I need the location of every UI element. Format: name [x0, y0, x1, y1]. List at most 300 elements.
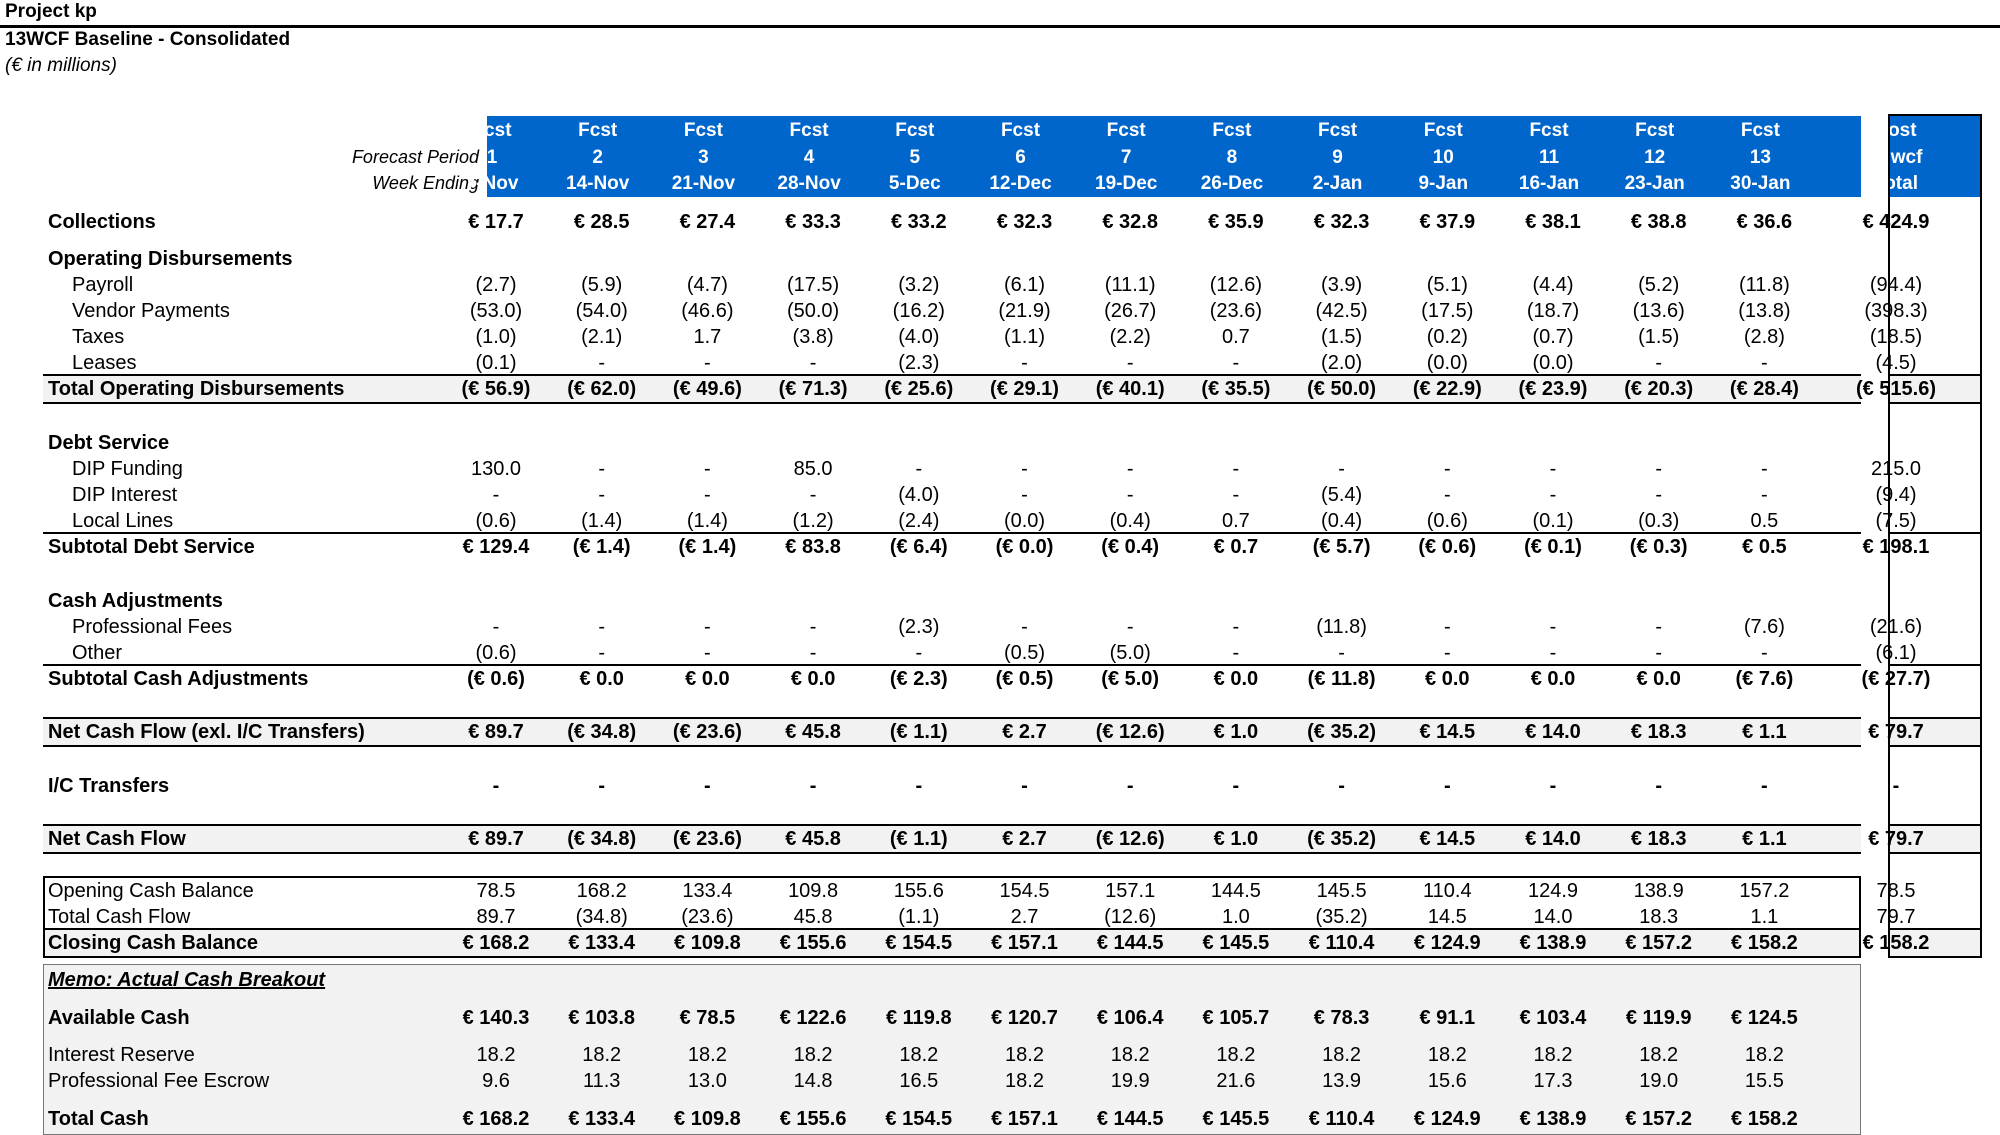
dip-funding-week-6: - — [1021, 458, 1028, 480]
closing-week-7: € 144.5 — [1096, 932, 1164, 954]
local-lines-week-10: (0.6) — [1426, 510, 1468, 532]
dip-funding-week-3: - — [704, 458, 711, 480]
leases-week-11: (0.0) — [1532, 352, 1574, 374]
sub-debt-week-8: € 0.7 — [1213, 536, 1259, 558]
sub-cash-adj-week-10: € 0.0 — [1425, 668, 1470, 690]
row-label-vendor: Vendor Payments — [72, 300, 230, 322]
total-op-week-13: (€ 28.4) — [1729, 378, 1799, 400]
collections-week-4: € 33.3 — [785, 211, 841, 233]
closing-week-6: € 157.1 — [991, 932, 1058, 954]
interest-reserve-week-8: 18.2 — [1216, 1044, 1256, 1066]
sub-cash-adj-week-9: (€ 11.8) — [1307, 668, 1376, 690]
total-op-week-7: (€ 40.1) — [1095, 378, 1165, 400]
total-cash-week-7: € 144.5 — [1096, 1108, 1164, 1130]
closing-week-3: € 109.8 — [674, 932, 741, 954]
prof-fees-week-4: - — [809, 616, 817, 638]
dip-funding-week-8: - — [1232, 458, 1240, 480]
taxes-week-8: 0.7 — [1221, 326, 1250, 348]
row-label-closing: Closing Cash Balance — [48, 932, 259, 954]
total-cf-total: 79.7 — [1876, 906, 1916, 928]
sub-debt-week-10: (€ 0.6) — [1418, 536, 1477, 558]
closing-total: € 158.2 — [1862, 932, 1930, 954]
closing-week-2: € 133.4 — [568, 932, 636, 954]
dip-funding-week-11: - — [1549, 458, 1557, 480]
fee-escrow-week-5: 16.5 — [899, 1070, 939, 1092]
row-label-other: Other — [72, 642, 123, 664]
collections-week-8: € 35.9 — [1208, 211, 1264, 233]
ncf-total: € 79.7 — [1868, 828, 1924, 850]
header-period-11: 11 — [1538, 147, 1560, 168]
ic-transfers-week-8: - — [1232, 775, 1240, 797]
other-week-11: - — [1549, 642, 1557, 664]
header-type-13: Fcst — [1740, 120, 1780, 141]
opening-week-3: 133.4 — [682, 880, 733, 902]
header-type-12: Fcst — [1635, 120, 1675, 141]
sub-cash-adj-week-7: (€ 5.0) — [1101, 668, 1160, 690]
header-period-7: 7 — [1120, 147, 1132, 168]
other-week-2: - — [598, 642, 606, 664]
row-label-total-cf: Total Cash Flow — [48, 906, 191, 928]
leases-week-7: - — [1126, 352, 1134, 374]
dip-funding-week-13: - — [1761, 458, 1768, 480]
other-week-4: - — [809, 642, 817, 664]
prof-fees-week-1: - — [492, 616, 500, 638]
ncf-excl-week-1: € 89.7 — [468, 721, 524, 743]
dip-funding-week-2: - — [598, 458, 606, 480]
other-week-9: - — [1338, 642, 1345, 664]
total-op-total: (€ 515.6) — [1855, 378, 1937, 400]
ic-transfers-week-2: - — [598, 775, 606, 797]
ic-transfers-week-7: - — [1126, 775, 1134, 797]
opening-week-5: 155.6 — [893, 880, 944, 902]
dip-interest-week-3: - — [704, 484, 711, 506]
vendor-week-11: (18.7) — [1526, 300, 1580, 322]
ncf-excl-week-4: € 45.8 — [785, 721, 841, 743]
ncf-excl-week-5: (€ 1.1) — [889, 721, 948, 743]
prof-fees-total: (21.6) — [1869, 616, 1923, 638]
local-lines-week-9: (0.4) — [1321, 510, 1363, 532]
ic-transfers-week-11: - — [1549, 775, 1557, 797]
leases-week-8: - — [1232, 352, 1240, 374]
row-label-opening: Opening Cash Balance — [48, 880, 254, 902]
sub-cash-adj-week-5: (€ 2.3) — [889, 668, 948, 690]
available-week-8: € 105.7 — [1202, 1007, 1270, 1029]
row-label-op-header: Operating Disbursements — [48, 248, 293, 270]
prof-fees-week-7: - — [1126, 616, 1134, 638]
collections-week-11: € 38.1 — [1525, 211, 1581, 233]
header-week-7: 19-Dec — [1095, 173, 1158, 194]
leases-week-3: - — [704, 352, 711, 374]
vendor-total: (398.3) — [1864, 300, 1928, 322]
local-lines-week-1: (0.6) — [475, 510, 517, 532]
header-week-2: 14-Nov — [566, 173, 630, 194]
fee-escrow-week-9: 13.9 — [1322, 1070, 1362, 1092]
row-label-debt-header: Debt Service — [48, 432, 170, 454]
collections-week-2: € 28.5 — [573, 211, 630, 233]
payroll-week-10: (5.1) — [1426, 274, 1468, 296]
interest-reserve-week-1: 18.2 — [476, 1044, 516, 1066]
total-op-week-11: (€ 23.9) — [1518, 378, 1588, 400]
dip-interest-week-11: - — [1549, 484, 1557, 506]
ncf-week-13: € 1.1 — [1742, 828, 1787, 850]
header-week-10: 9-Jan — [1418, 173, 1469, 194]
total-cash-week-12: € 157.2 — [1625, 1108, 1693, 1130]
opening-total: 78.5 — [1876, 880, 1916, 902]
ic-transfers-total: - — [1892, 775, 1900, 797]
vendor-week-13: (13.8) — [1738, 300, 1791, 322]
interest-reserve-week-5: 18.2 — [899, 1044, 939, 1066]
ncf-week-10: € 14.5 — [1419, 828, 1476, 850]
dip-funding-week-10: - — [1443, 458, 1451, 480]
ic-transfers-week-13: - — [1761, 775, 1768, 797]
fee-escrow-week-3: 13.0 — [687, 1070, 727, 1092]
payroll-week-9: (3.9) — [1321, 274, 1363, 296]
collections-week-5: € 33.2 — [890, 211, 947, 233]
vendor-week-6: (21.9) — [998, 300, 1051, 322]
local-lines-week-11: (0.1) — [1532, 510, 1574, 532]
header-type-2: Fcst — [578, 120, 618, 141]
fee-escrow-week-7: 19.9 — [1110, 1070, 1150, 1092]
closing-week-1: € 168.2 — [462, 932, 530, 954]
opening-week-4: 109.8 — [788, 880, 839, 902]
ncf-week-9: (€ 35.2) — [1307, 828, 1377, 850]
ncf-excl-week-2: (€ 34.8) — [567, 721, 637, 743]
prof-fees-week-3: - — [704, 616, 711, 638]
ncf-excl-total: € 79.7 — [1868, 721, 1924, 743]
total-op-week-10: (€ 22.9) — [1412, 378, 1482, 400]
interest-reserve-week-7: 18.2 — [1110, 1044, 1150, 1066]
row-label-total-cash: Total Cash — [48, 1108, 149, 1130]
leases-week-10: (0.0) — [1426, 352, 1468, 374]
fee-escrow-week-1: 9.6 — [482, 1070, 510, 1092]
header-period-4: 4 — [803, 147, 815, 168]
ncf-week-2: (€ 34.8) — [567, 828, 637, 850]
total-cash-week-3: € 109.8 — [674, 1108, 741, 1130]
header-period-9: 9 — [1332, 147, 1343, 168]
total-cash-week-5: € 154.5 — [885, 1108, 953, 1130]
forecast-period-label: Forecast Period — [351, 147, 479, 167]
available-week-7: € 106.4 — [1096, 1007, 1164, 1029]
taxes-week-4: (3.8) — [792, 326, 834, 348]
week-ending-label: Week Ending — [372, 173, 479, 193]
interest-reserve-week-9: 18.2 — [1322, 1044, 1362, 1066]
ncf-excl-week-10: € 14.5 — [1419, 721, 1476, 743]
dip-funding-week-7: - — [1126, 458, 1134, 480]
collections-week-6: € 32.3 — [996, 211, 1053, 233]
dip-interest-week-10: - — [1443, 484, 1451, 506]
header-week-11: 16-Jan — [1518, 173, 1580, 194]
total-cf-week-10: 14.5 — [1427, 906, 1467, 928]
header-type-4: Fcst — [789, 120, 829, 141]
total-op-week-9: (€ 50.0) — [1307, 378, 1377, 400]
vendor-week-12: (13.6) — [1632, 300, 1685, 322]
header-period-6: 6 — [1015, 147, 1026, 168]
payroll-week-11: (4.4) — [1532, 274, 1574, 296]
total-cash-week-2: € 133.4 — [568, 1108, 636, 1130]
sub-debt-week-1: € 129.4 — [462, 536, 530, 558]
other-week-7: (5.0) — [1109, 642, 1151, 664]
sub-cash-adj-total: (€ 27.7) — [1861, 668, 1931, 690]
header-period-12: 12 — [1644, 147, 1666, 168]
header-type-5: Fcst — [895, 120, 935, 141]
ic-transfers-week-12: - — [1655, 775, 1663, 797]
ncf-week-4: € 45.8 — [785, 828, 841, 850]
total-cf-week-7: (12.6) — [1104, 906, 1157, 928]
taxes-week-1: (1.0) — [475, 326, 517, 348]
prof-fees-week-8: - — [1232, 616, 1240, 638]
local-lines-week-7: (0.4) — [1109, 510, 1151, 532]
total-cf-week-11: 14.0 — [1533, 906, 1573, 928]
vendor-week-9: (42.5) — [1315, 300, 1368, 322]
total-cash-week-4: € 155.6 — [779, 1108, 847, 1130]
total-cash-week-8: € 145.5 — [1202, 1108, 1270, 1130]
total-op-week-6: (€ 29.1) — [990, 378, 1059, 400]
total-cf-week-12: 18.3 — [1639, 906, 1679, 928]
opening-week-12: 138.9 — [1633, 880, 1684, 902]
taxes-total: (18.5) — [1869, 326, 1923, 348]
opening-week-7: 157.1 — [1105, 880, 1156, 902]
sub-cash-adj-week-11: € 0.0 — [1530, 668, 1576, 690]
payroll-week-7: (11.1) — [1104, 274, 1156, 296]
total-cash-week-11: € 138.9 — [1519, 1108, 1587, 1130]
header-period-8: 8 — [1226, 147, 1238, 168]
total-op-week-2: (€ 62.0) — [567, 378, 637, 400]
ncf-excl-week-9: (€ 35.2) — [1307, 721, 1377, 743]
opening-week-8: 144.5 — [1210, 880, 1261, 902]
ic-transfers-week-4: - — [809, 775, 817, 797]
ic-transfers-week-3: - — [704, 775, 711, 797]
dip-interest-week-8: - — [1232, 484, 1240, 506]
opening-week-9: 145.5 — [1316, 880, 1367, 902]
collections-week-3: € 27.4 — [679, 211, 736, 233]
total-op-week-3: (€ 49.6) — [672, 378, 742, 400]
local-lines-week-5: (2.4) — [898, 510, 940, 532]
vendor-week-7: (26.7) — [1104, 300, 1157, 322]
payroll-week-3: (4.7) — [686, 274, 728, 296]
taxes-week-3: 1.7 — [693, 326, 722, 348]
available-week-2: € 103.8 — [568, 1007, 636, 1029]
closing-week-5: € 154.5 — [885, 932, 953, 954]
fee-escrow-week-11: 17.3 — [1533, 1070, 1573, 1092]
sub-debt-week-7: (€ 0.4) — [1101, 536, 1160, 558]
sub-cash-adj-week-2: € 0.0 — [579, 668, 624, 690]
header-type-9: Fcst — [1318, 120, 1358, 141]
row-label-fee-escrow: Professional Fee Escrow — [48, 1070, 270, 1092]
taxes-week-5: (4.0) — [898, 326, 940, 348]
prof-fees-week-13: (7.6) — [1743, 616, 1785, 638]
ic-transfers-week-10: - — [1443, 775, 1451, 797]
header-type-10: Fcst — [1423, 120, 1463, 141]
dip-funding-week-12: - — [1655, 458, 1663, 480]
interest-reserve-week-6: 18.2 — [1005, 1044, 1044, 1066]
other-week-3: - — [704, 642, 711, 664]
other-week-1: (0.6) — [475, 642, 517, 664]
fee-escrow-week-2: 11.3 — [582, 1070, 621, 1092]
closing-week-4: € 155.6 — [779, 932, 847, 954]
ncf-excl-week-11: € 14.0 — [1525, 721, 1581, 743]
local-lines-week-4: (1.2) — [792, 510, 834, 532]
fee-escrow-week-10: 15.6 — [1427, 1070, 1467, 1092]
dip-interest-week-6: - — [1021, 484, 1028, 506]
sub-cash-adj-week-12: € 0.0 — [1636, 668, 1681, 690]
prof-fees-week-12: - — [1655, 616, 1663, 638]
dip-interest-week-9: (5.4) — [1321, 484, 1363, 506]
header-total-2: 13wcf — [1869, 146, 1923, 168]
other-week-8: - — [1232, 642, 1240, 664]
interest-reserve-week-11: 18.2 — [1533, 1044, 1573, 1066]
total-cash-week-1: € 168.2 — [462, 1108, 530, 1130]
other-week-13: - — [1761, 642, 1768, 664]
header-week-1: 7-Nov — [465, 173, 519, 194]
closing-week-11: € 138.9 — [1519, 932, 1587, 954]
dip-interest-week-5: (4.0) — [898, 484, 940, 506]
header-week-13: 30-Jan — [1730, 173, 1791, 194]
available-week-13: € 124.5 — [1731, 1007, 1798, 1029]
local-lines-week-13: 0.5 — [1750, 510, 1779, 532]
row-label-memo-header: Memo: Actual Cash Breakout — [48, 969, 326, 991]
taxes-week-6: (1.1) — [1003, 326, 1046, 348]
leases-week-13: - — [1761, 352, 1768, 374]
opening-week-2: 168.2 — [576, 880, 627, 902]
row-label-sub-cash-adj: Subtotal Cash Adjustments — [48, 668, 309, 690]
op-bottom-rule — [43, 402, 1861, 404]
prof-fees-week-10: - — [1443, 616, 1451, 638]
leases-week-6: - — [1021, 352, 1028, 374]
other-week-6: (0.5) — [1003, 642, 1046, 664]
ncf-excl-week-8: € 1.0 — [1213, 721, 1259, 743]
header-total-3: Total — [1874, 173, 1918, 194]
prof-fees-week-5: (2.3) — [898, 616, 940, 638]
available-week-4: € 122.6 — [779, 1007, 847, 1029]
total-cf-week-8: 1.0 — [1221, 906, 1250, 928]
closing-week-10: € 124.9 — [1413, 932, 1481, 954]
fee-escrow-week-12: 19.0 — [1639, 1070, 1679, 1092]
vendor-week-8: (23.6) — [1209, 300, 1263, 322]
leases-week-4: - — [809, 352, 817, 374]
vendor-week-3: (46.6) — [681, 300, 734, 322]
row-label-ic-transfers: I/C Transfers — [48, 775, 170, 797]
ic-transfers-week-9: - — [1338, 775, 1345, 797]
other-total: (6.1) — [1875, 642, 1917, 664]
collections-week-10: € 37.9 — [1419, 211, 1476, 233]
collections-total: € 424.9 — [1862, 211, 1930, 233]
prof-fees-week-9: (11.8) — [1316, 616, 1367, 638]
row-label-interest-reserve: Interest Reserve — [48, 1044, 195, 1066]
ncf-week-12: € 18.3 — [1630, 828, 1687, 850]
ncf-week-7: (€ 12.6) — [1095, 828, 1165, 850]
row-label-available: Available Cash — [48, 1007, 190, 1029]
header-type-6: Fcst — [1000, 120, 1041, 141]
total-op-week-1: (€ 56.9) — [461, 378, 531, 400]
payroll-total: (94.4) — [1869, 274, 1923, 296]
sub-cash-adj-week-8: € 0.0 — [1213, 668, 1259, 690]
dip-funding-week-9: - — [1338, 458, 1345, 480]
dip-interest-week-12: - — [1655, 484, 1663, 506]
header-period-1: 1 — [486, 147, 498, 168]
header-total-1: Post — [1875, 120, 1917, 141]
collections-week-7: € 32.8 — [1102, 211, 1158, 233]
ncf-excl-bottom-rule — [43, 745, 1861, 747]
ncf-week-5: (€ 1.1) — [889, 828, 948, 850]
payroll-week-6: (6.1) — [1003, 274, 1046, 296]
payroll-week-1: (2.7) — [475, 274, 517, 296]
ncf-excl-week-6: € 2.7 — [1002, 721, 1047, 743]
dip-funding-week-1: 130.0 — [470, 458, 522, 480]
payroll-week-8: (12.6) — [1209, 274, 1263, 296]
header-period-2: 2 — [592, 147, 603, 168]
row-label-taxes: Taxes — [72, 326, 125, 348]
local-lines-total: (7.5) — [1875, 510, 1917, 532]
header-type-3: Fcst — [683, 120, 723, 141]
total-op-week-5: (€ 25.6) — [884, 378, 954, 400]
total-op-week-12: (€ 20.3) — [1624, 378, 1694, 400]
taxes-week-11: (0.7) — [1532, 326, 1574, 348]
fee-escrow-week-8: 21.6 — [1216, 1070, 1256, 1092]
header-week-9: 2-Jan — [1312, 173, 1363, 194]
ic-transfers-week-5: - — [915, 775, 923, 797]
dip-interest-week-2: - — [598, 484, 606, 506]
local-lines-week-8: 0.7 — [1221, 510, 1250, 532]
ncf-week-11: € 14.0 — [1525, 828, 1581, 850]
opening-week-11: 124.9 — [1527, 880, 1579, 902]
payroll-week-13: (11.8) — [1739, 274, 1790, 296]
interest-reserve-week-12: 18.2 — [1639, 1044, 1679, 1066]
ncf-excl-week-13: € 1.1 — [1742, 721, 1787, 743]
ncf-week-1: € 89.7 — [468, 828, 524, 850]
interest-reserve-week-3: 18.2 — [687, 1044, 727, 1066]
header-type-8: Fcst — [1212, 120, 1252, 141]
ncf-excl-week-3: (€ 23.6) — [672, 721, 742, 743]
total-cf-week-5: (1.1) — [898, 906, 940, 928]
fee-escrow-week-6: 18.2 — [1005, 1070, 1044, 1092]
sub-cash-adj-week-6: (€ 0.5) — [995, 668, 1054, 690]
total-cash-week-13: € 158.2 — [1731, 1108, 1798, 1130]
prof-fees-week-2: - — [598, 616, 606, 638]
payroll-week-4: (17.5) — [786, 274, 840, 296]
header-week-5: 5-Dec — [888, 173, 941, 194]
row-label-ncf-excl: Net Cash Flow (exl. I/C Transfers) — [48, 721, 365, 743]
available-week-9: € 78.3 — [1313, 1007, 1370, 1029]
sub-debt-week-5: (€ 6.4) — [889, 536, 948, 558]
dip-interest-week-4: - — [809, 484, 817, 506]
header-period-5: 5 — [909, 147, 921, 168]
dip-funding-week-4: 85.0 — [793, 458, 833, 480]
payroll-week-5: (3.2) — [898, 274, 940, 296]
local-lines-week-6: (0.0) — [1003, 510, 1046, 532]
total-cf-week-6: 2.7 — [1010, 906, 1039, 928]
ncf-excl-week-7: (€ 12.6) — [1095, 721, 1165, 743]
sub-cash-adj-week-13: (€ 7.6) — [1735, 668, 1794, 690]
opening-week-6: 154.5 — [999, 880, 1050, 902]
fee-escrow-week-13: 15.5 — [1744, 1070, 1784, 1092]
prof-fees-week-6: - — [1021, 616, 1028, 638]
available-week-11: € 103.4 — [1519, 1007, 1587, 1029]
header-period-3: 3 — [698, 147, 709, 168]
payroll-week-12: (5.2) — [1638, 274, 1680, 296]
total-cf-week-3: (23.6) — [681, 906, 734, 928]
row-label-payroll: Payroll — [72, 274, 134, 296]
header-week-4: 28-Nov — [777, 173, 841, 194]
fee-escrow-week-4: 14.8 — [793, 1070, 833, 1092]
title-rule — [0, 25, 2000, 28]
collections-week-12: € 38.8 — [1630, 211, 1687, 233]
row-label-local-lines: Local Lines — [72, 510, 174, 532]
taxes-week-7: (2.2) — [1109, 326, 1151, 348]
total-cf-week-13: 1.1 — [1750, 906, 1779, 928]
total-cash-week-10: € 124.9 — [1413, 1108, 1481, 1130]
sub-debt-week-12: (€ 0.3) — [1629, 536, 1688, 558]
dip-funding-week-5: - — [915, 458, 923, 480]
